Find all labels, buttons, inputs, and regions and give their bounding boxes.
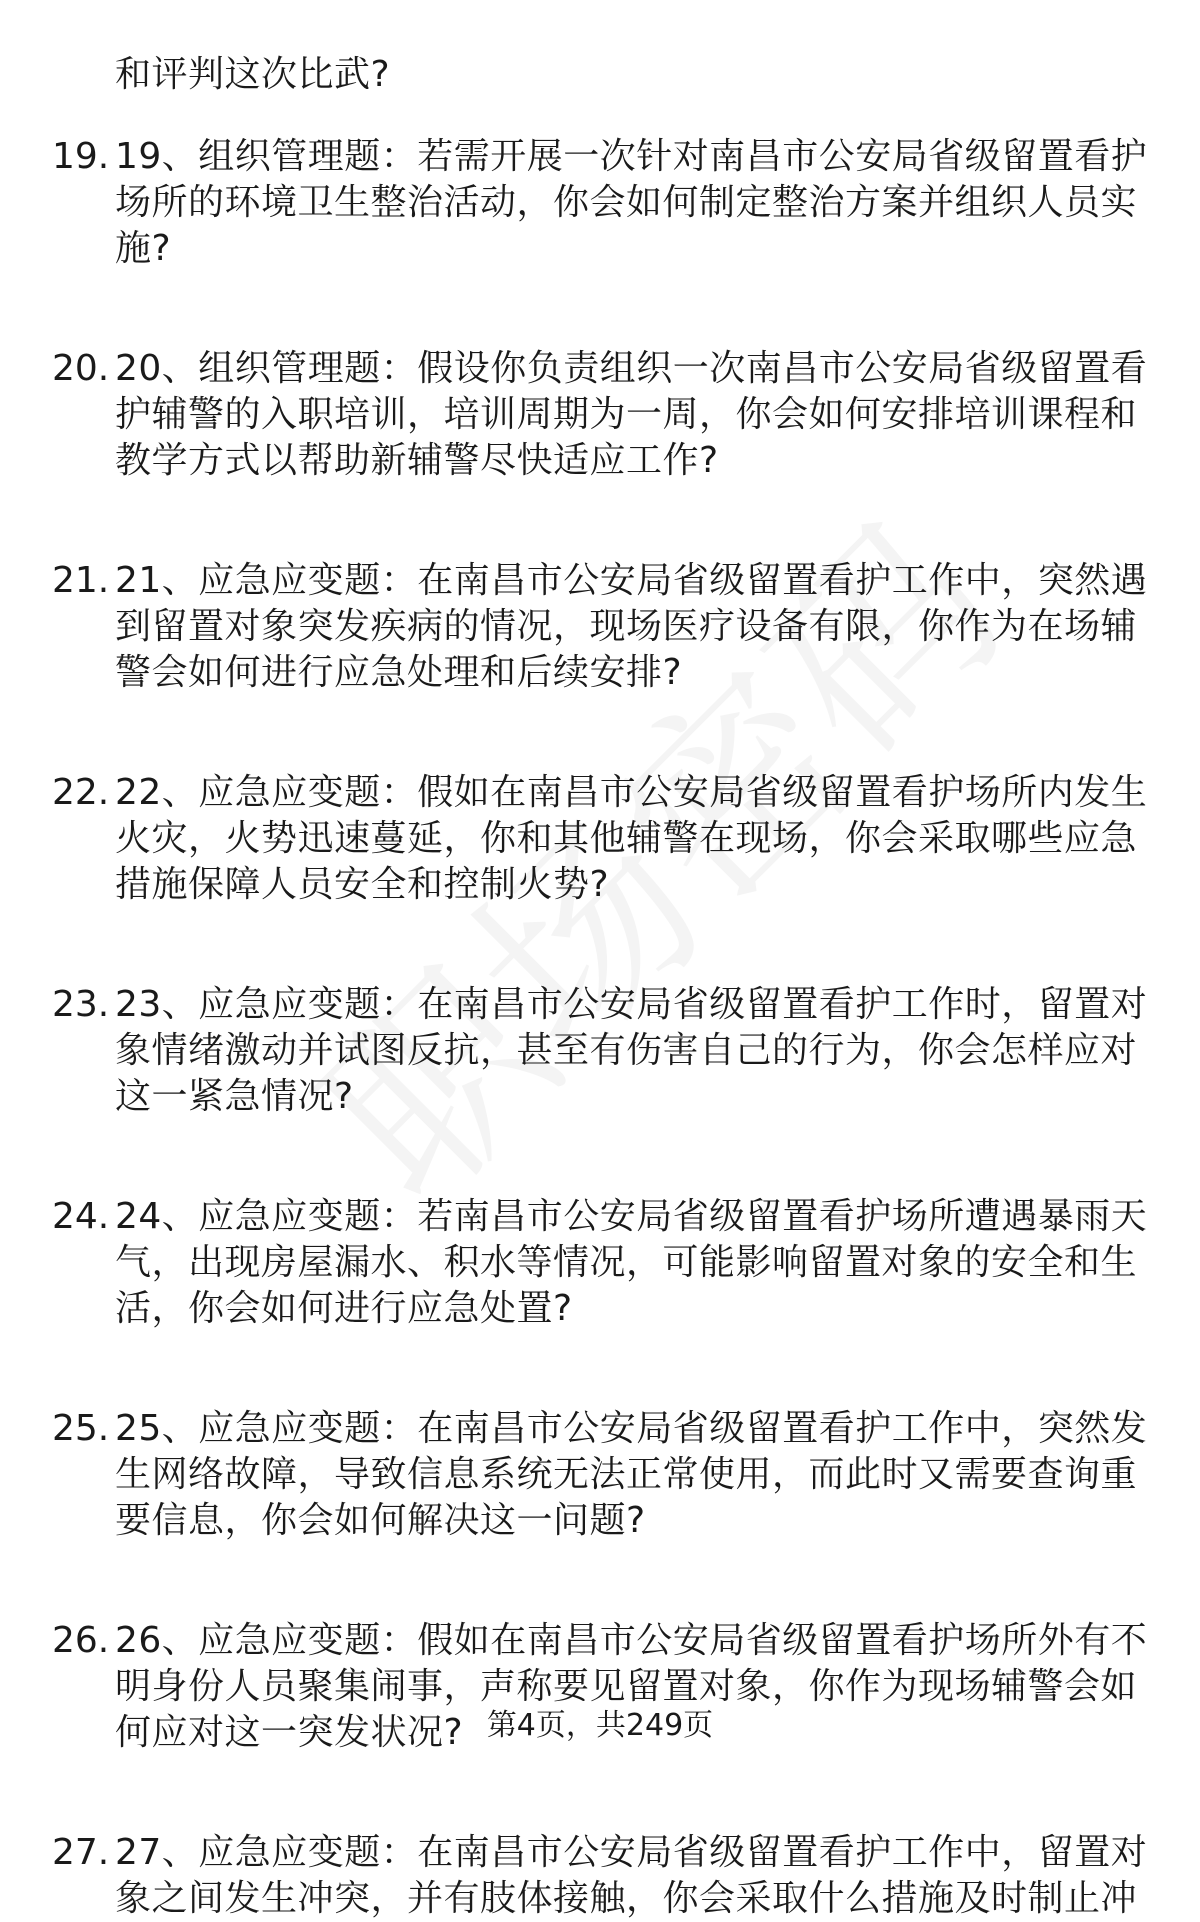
question-text-line: 26、应急应变题：假如在南昌市公安局省级留置看护场所外有不 (115, 1620, 1148, 1661)
question-text-line: 23、应急应变题：在南昌市公安局省级留置看护工作时，留置对 (115, 984, 1148, 1025)
question-text-line: 21、应急应变题：在南昌市公安局省级留置看护工作中，突然遇 (115, 560, 1148, 601)
question-text-line: 火灾，火势迅速蔓延，你和其他辅警在现场，你会采取哪些应急 (115, 818, 1138, 859)
question-text-line: 20、组织管理题：假设你负责组织一次南昌市公安局省级留置看 (115, 348, 1148, 389)
question-text-line: 措施保障人员安全和控制火势? (115, 864, 610, 905)
question-text-line: 这一紧急情况? (115, 1076, 354, 1117)
question-text-line: 警会如何进行应急处理和后续安排? (115, 652, 683, 693)
question-number: 23. (52, 984, 110, 1025)
question-text-line: 24、应急应变题：若南昌市公安局省级留置看护场所遭遇暴雨天 (115, 1196, 1148, 1237)
page-footer: 第4页，共249页 (486, 1708, 714, 1743)
continuation-text: 和评判这次比武? (115, 54, 391, 95)
question-number: 27. (52, 1832, 110, 1873)
question-text-line: 教学方式以帮助新辅警尽快适应工作? (115, 440, 719, 481)
question-text-line: 何应对这一突发状况? (115, 1712, 464, 1753)
question-text-line: 施? (115, 228, 172, 269)
question-number: 19. (52, 136, 110, 177)
question-number: 20. (52, 348, 110, 389)
question-text-line: 19、组织管理题：若需开展一次针对南昌市公安局省级留置看护 (115, 136, 1148, 177)
question-text-line: 要信息，你会如何解决这一问题? (115, 1500, 646, 1541)
question-number: 24. (52, 1196, 110, 1237)
question-text-line: 象之间发生冲突，并有肢体接触，你会采取什么措施及时制止冲 (115, 1878, 1138, 1919)
question-text-line: 25、应急应变题：在南昌市公安局省级留置看护工作中，突然发 (115, 1408, 1148, 1449)
question-number: 26. (52, 1620, 110, 1661)
question-text-line: 象情绪激动并试图反抗，甚至有伤害自己的行为，你会怎样应对 (115, 1030, 1138, 1071)
question-text-line: 27、应急应变题：在南昌市公安局省级留置看护工作中，留置对 (115, 1832, 1148, 1873)
question-text-line: 22、应急应变题：假如在南昌市公安局省级留置看护场所内发生 (115, 772, 1148, 813)
question-text-line: 活，你会如何进行应急处置? (115, 1288, 573, 1329)
question-text-line: 场所的环境卫生整治活动，你会如何制定整治方案并组织人员实 (115, 182, 1138, 223)
question-text-line: 生网络故障，导致信息系统无法正常使用，而此时又需要查询重 (115, 1454, 1138, 1495)
question-number: 21. (52, 560, 110, 601)
question-number: 22. (52, 772, 110, 813)
question-text-line: 明身份人员聚集闹事，声称要见留置对象，你作为现场辅警会如 (115, 1666, 1138, 1707)
question-text-line: 气，出现房屋漏水、积水等情况，可能影响留置对象的安全和生 (115, 1242, 1138, 1283)
question-number: 25. (52, 1408, 110, 1449)
question-text-line: 护辅警的入职培训，培训周期为一周，你会如何安排培训课程和 (115, 394, 1138, 435)
question-text-line: 到留置对象突发疾病的情况，现场医疗设备有限，你作为在场辅 (115, 606, 1138, 647)
